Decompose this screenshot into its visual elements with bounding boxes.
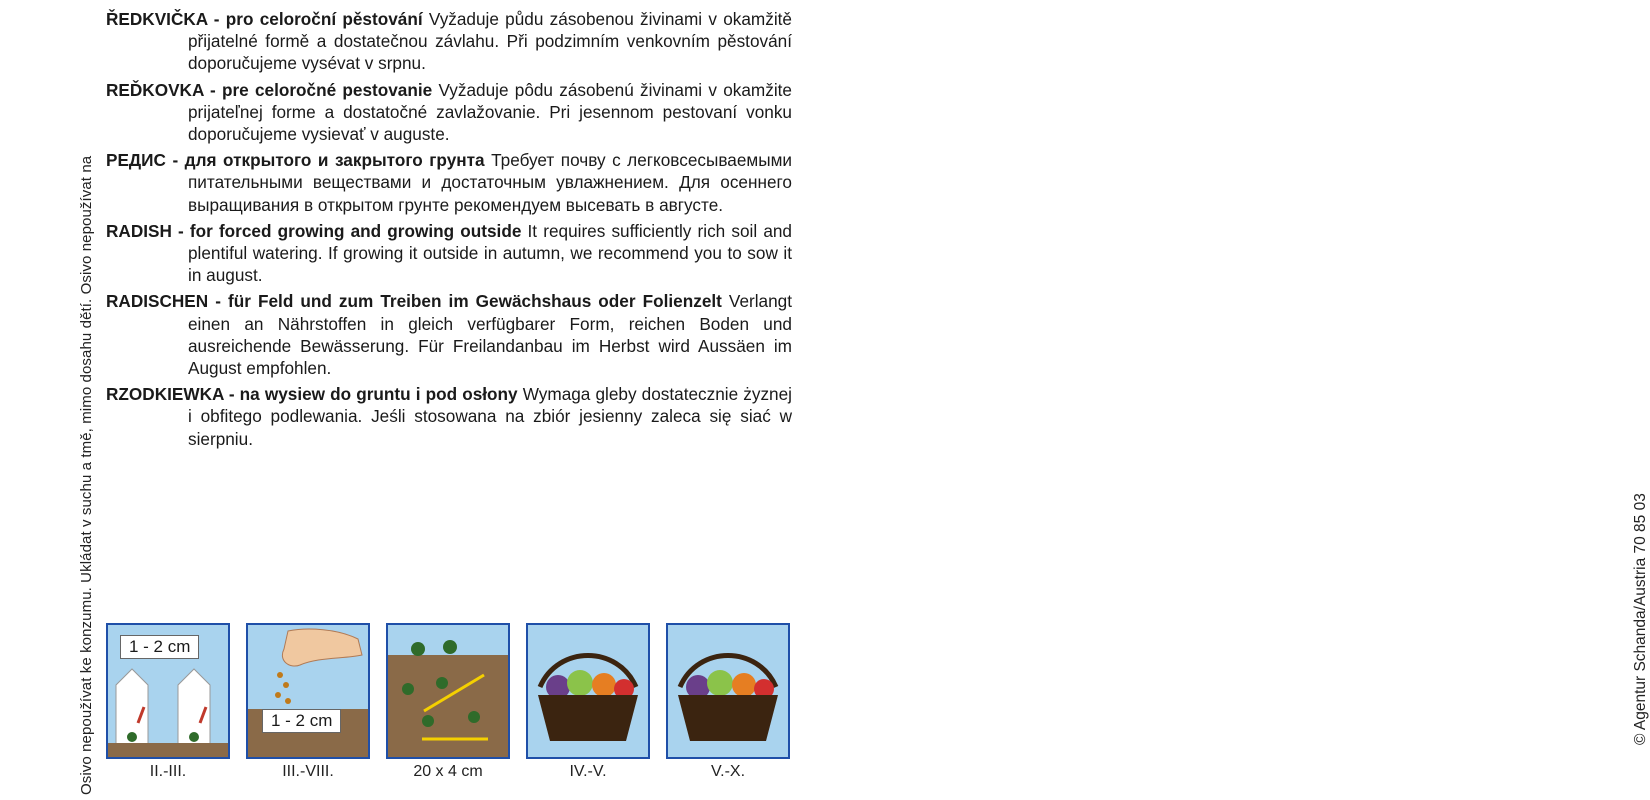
entry-title: РЕДИС - для открытого и закрытого грунта <box>106 150 485 171</box>
entry-polish <box>106 383 792 450</box>
plant-2 <box>443 640 457 654</box>
seed-1 <box>277 672 283 678</box>
seedling-left <box>127 732 137 742</box>
entry-body: Vyžaduje pôdu zásobenú živinami v okamžite prijateľnej forme a dostatočné zavlažovanie. Pri jesennom pestovaní vonku doporučujeme vysievať v auguste. <box>188 79 792 145</box>
entry-title: RADISCHEN - für Feld und zum Treiben im Gewächshaus oder Folienzelt <box>106 291 722 312</box>
entry-german <box>106 290 792 379</box>
left-margin <box>0 0 95 800</box>
seed-4 <box>285 698 291 704</box>
plant-4 <box>436 677 448 689</box>
storage-warning-text: Osivo nepoužívat ke konzumu. Ukládat v suchu a tmě, mimo dosahu dětí. Osivo nepoužívat na <box>78 155 95 795</box>
vegetable-orange <box>732 673 756 697</box>
entry-slovak <box>106 79 792 146</box>
entry-russian <box>106 149 792 216</box>
entry-body: Vyžaduje půdu zásobenou živinami v okamžitě přijatelné formě a dostatečnou závlahu. Při podzimním venkovním pěstování doporučujeme vysévat v srpnu. <box>188 9 792 74</box>
spacing-caption: 20 x 4 cm <box>413 763 483 780</box>
sowing-instructions <box>106 623 786 793</box>
depth-label: 1 - 2 cm <box>262 709 341 733</box>
seedling-right <box>189 732 199 742</box>
plant-5 <box>422 715 434 727</box>
hand-shape <box>282 629 362 666</box>
panel-plant-spacing <box>386 623 510 759</box>
sowing-period-caption: II.-III. <box>149 763 187 780</box>
description-text-block <box>106 8 792 454</box>
entry-czech <box>106 8 792 75</box>
hand-sowing-illustration <box>248 625 368 757</box>
basket-illustration <box>668 625 788 757</box>
soil-strip <box>108 743 228 757</box>
vegetable-orange <box>592 673 616 697</box>
spacing-illustration <box>388 625 508 757</box>
soil-area <box>388 655 508 757</box>
entry-title: RZODKIEWKA - na wysiew do gruntu i pod osłony <box>106 384 518 405</box>
panel-forcing-under-cloche <box>106 623 230 759</box>
entry-body: Wymaga gleby dostatecznie żyznej i obfitego podlewania. Jeśli stosowana na zbiór jesienny zaleca się siać w sierpniu. <box>188 384 792 449</box>
plant-1 <box>411 642 425 656</box>
sowing-period-caption: III.-VIII. <box>282 763 334 780</box>
entry-title: REĎKOVKA - pre celoročné pestovanie <box>106 79 433 100</box>
basket-body <box>678 695 778 741</box>
panel-harvest-1 <box>526 623 650 759</box>
entry-title: ŘEDKVIČKA - pro celoroční pěstování <box>106 9 423 29</box>
depth-label: 1 - 2 cm <box>120 635 199 659</box>
harvest-period-caption: V.-X. <box>710 763 746 780</box>
panel-sowing-by-hand <box>246 623 370 759</box>
plant-3 <box>402 683 414 695</box>
harvest-period-caption: IV.-V. <box>569 763 607 780</box>
entry-body: It requires sufficiently rich soil and plentiful watering. If growing it outside in autumn, we recommend you to sow it in august. <box>188 220 792 286</box>
seed-2 <box>283 682 289 688</box>
entry-body: Verlangt einen an Nährstoffen in gleich verfügbarer Form, reichen Boden und ausreichende Bewässerung. Für Freilandanbau im Herbst wird Aussäen im August empfohlen. <box>188 291 793 379</box>
copyright-text: © Agentur Schanda/Austria 70 85 03 <box>1632 493 1649 745</box>
entry-english <box>106 220 792 287</box>
entry-body: Требует почву с легковсесываемыми питательными веществами и достаточным увлажнением. Для осеннего выращивания в открытом грунте рекомендуем высевать в августе. <box>188 150 792 215</box>
basket-illustration <box>528 625 648 757</box>
right-margin <box>800 0 1649 800</box>
seed-3 <box>275 692 281 698</box>
vegetable-cabbage <box>567 670 593 696</box>
plant-6 <box>468 711 480 723</box>
panel-harvest-2 <box>666 623 790 759</box>
vegetable-cabbage <box>707 670 733 696</box>
entry-title: RADISH - for forced growing and growing outside <box>106 220 522 241</box>
basket-body <box>538 695 638 741</box>
